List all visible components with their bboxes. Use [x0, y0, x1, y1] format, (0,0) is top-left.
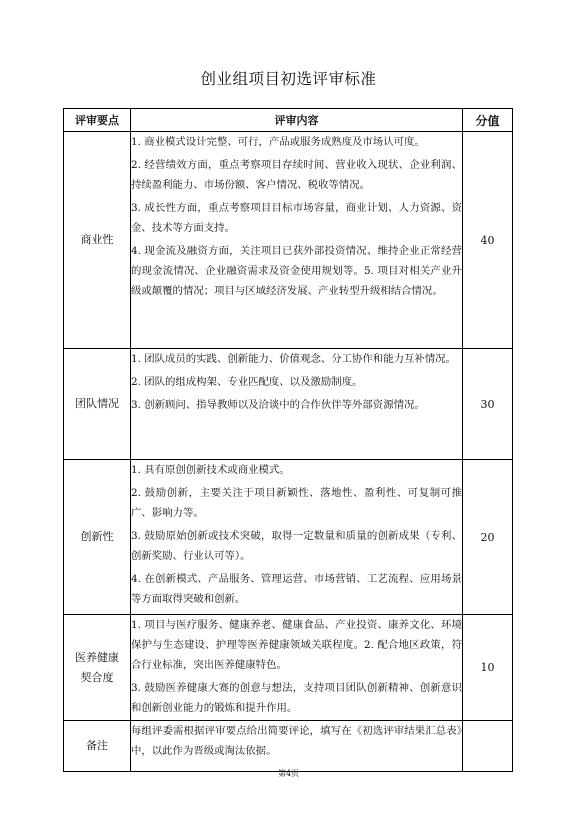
header-score: 分值	[463, 109, 513, 132]
remark-text: 每组评委需根据评审要点给出简要评论，填写在《初选评审结果汇总表》中，以此作为晋级或淘汰依据。	[131, 725, 462, 757]
criterion-item: 1. 具有原创创新技术或商业模式。	[131, 464, 290, 476]
score-cell	[463, 721, 513, 772]
category-label: 创新性	[80, 530, 114, 543]
header-content: 评审内容	[131, 109, 463, 132]
category-label: 商业性	[80, 233, 114, 246]
criterion-item: 3. 鼓励原始创新或技术突破，取得一定数量和质量的创新成果（专利、创新奖励、行业认可等）。	[131, 530, 462, 562]
category-label: 团队情况	[75, 397, 119, 410]
table-header-row	[64, 109, 513, 132]
table-row	[64, 721, 513, 772]
category-label: 医养健康	[75, 650, 119, 664]
category-cell	[64, 349, 131, 460]
category-cell	[64, 721, 131, 772]
criterion-item: 3. 创新顾问、指导教师以及洽谈中的合作伙伴等外部资源情况。	[131, 399, 425, 411]
criterion-item: 4. 现金流及融资方面，关注项目已获外部投资情况、维持企业正常经营的现金流情况、企业融资需求及资金使用规划等。5. 项目对相关产业升级或颠覆的情况；项目与区域经济发展、产业转型升级相结合情况。	[131, 245, 462, 297]
table-row	[64, 615, 513, 721]
content-cell	[131, 349, 463, 460]
score-cell: 40	[463, 132, 513, 349]
category-cell	[64, 132, 131, 349]
criterion-item: 4. 在创新模式、产品服务、管理运营、市场营销、工艺流程、应用场景等方面取得突破和创新。	[131, 573, 462, 605]
category-cell	[64, 615, 131, 721]
criterion-item: 2. 团队的组成构架、专业匹配度、以及激励制度。	[131, 376, 363, 388]
table-row	[64, 349, 513, 460]
content-cell	[131, 721, 463, 772]
criteria-table	[63, 108, 513, 772]
page-title: 创业组项目初选评审标准	[200, 70, 377, 88]
page-number: 第4页	[277, 769, 300, 778]
table-body	[64, 132, 513, 772]
category-cell	[64, 460, 131, 615]
criterion-item: 1. 项目与医疗服务、健康养老、健康食品、产业投资、康养文化、环境保护与生态建设、护理等医养健康领域关联程度。2. 配合地区政策，符合行业标准，突出医养健康特色。	[131, 619, 462, 671]
content-cell	[131, 460, 463, 615]
criterion-item: 3. 鼓励医养健康大赛的创意与想法，支持项目团队创新精神、创新意识和创新创业能力的锻炼和提升作用。	[131, 682, 462, 714]
criterion-item: 2. 经营绩效方面，重点考察项目存续时间、营业收入现状、企业利润、持续盈利能力、市场份额、客户情况、税收等情况。	[131, 159, 462, 191]
score-cell: 20	[463, 460, 513, 615]
criterion-item: 1. 商业模式设计完整、可行，产品或服务成熟度及市场认可度。	[131, 136, 425, 148]
table-row	[64, 132, 513, 349]
header-category: 评审要点	[64, 109, 131, 132]
category-label: 备注	[86, 739, 108, 752]
score-cell: 30	[463, 349, 513, 460]
criterion-item: 1. 团队成员的实践、创新能力、价值观念、分工协作和能力互补情况。	[131, 353, 456, 365]
score-cell: 10	[463, 615, 513, 721]
content-cell	[131, 615, 463, 721]
table-row	[64, 460, 513, 615]
criterion-item: 2. 鼓励创新，主要关注于项目新颖性、落地性、盈利性、可复制可推广、影响力等。	[131, 487, 462, 519]
criterion-item: 3. 成长性方面，重点考察项目目标市场容量，商业计划、人力资源、资金、技术等方面支持。	[131, 202, 462, 234]
category-label: 契合度	[80, 670, 114, 684]
content-cell	[131, 132, 463, 349]
